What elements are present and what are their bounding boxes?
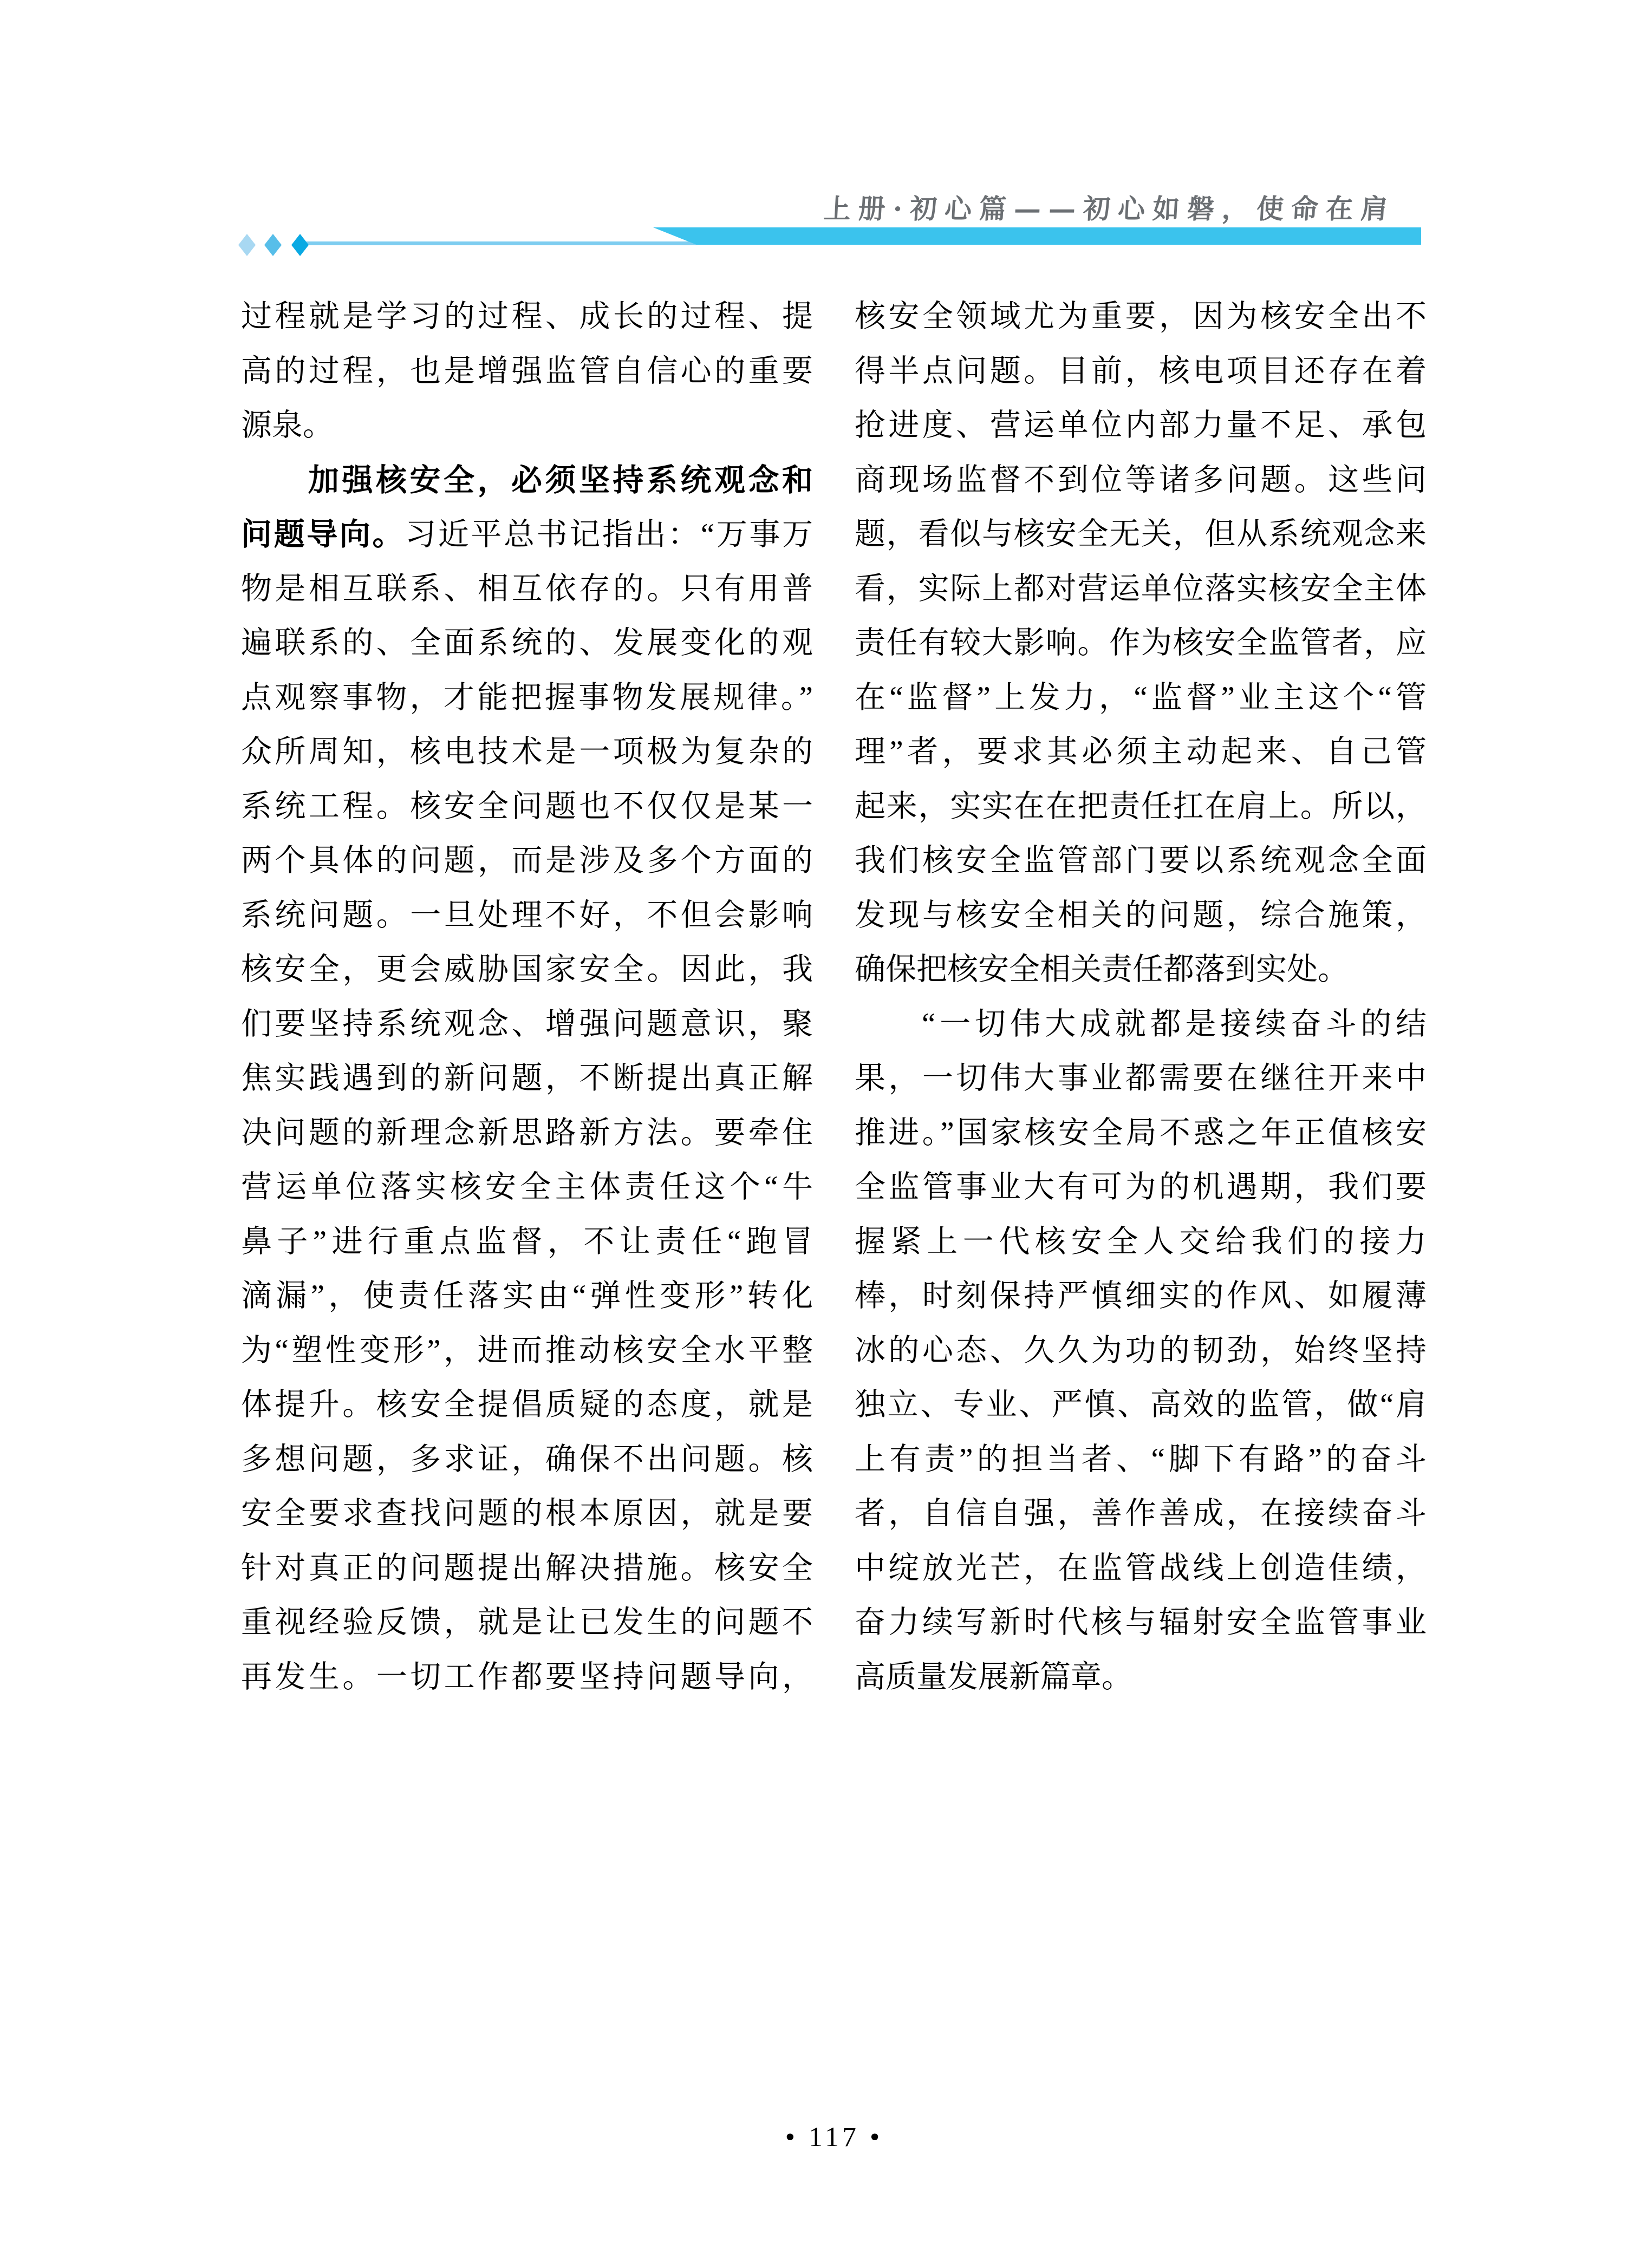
text-line <box>241 1596 813 1650</box>
text-line <box>241 725 813 780</box>
text-segment: “一切伟大成就都是接续奋斗的结 <box>922 1006 1427 1041</box>
text-line <box>241 1051 813 1106</box>
text-segment: 点观察事物，才能把握事物发展规律。” <box>241 680 813 715</box>
text-segment: 众所周知，核电技术是一项极为复杂的 <box>241 735 813 769</box>
text-segment: 推进。”国家核安全局不惑之年正值核安 <box>855 1115 1427 1150</box>
text-segment: 棒，时刻保持严慎细实的作风、如履薄 <box>855 1279 1427 1313</box>
text-segment: 者，自信自强，善作善成，在接续奋斗 <box>855 1496 1427 1531</box>
text-line <box>241 888 813 943</box>
text-segment: 果，一切伟大事业都需要在继往开来中 <box>855 1061 1427 1095</box>
text-line <box>241 780 813 834</box>
text-segment: 冰的心态、久久为功的韧劲，始终坚持 <box>855 1333 1427 1368</box>
text-line <box>855 398 1427 453</box>
text-segment: 在“监督”上发力，“监督”业主这个“管 <box>855 680 1427 715</box>
header-decoration <box>0 217 1628 282</box>
text-segment: 多想问题，多求证，确保不出问题。核 <box>241 1442 813 1476</box>
header-diamond-icon-3 <box>291 234 309 256</box>
text-line <box>241 1487 813 1541</box>
text-segment: 发现与核安全相关的问题，综合施策， <box>855 898 1427 932</box>
text-segment: 高质量发展新篇章。 <box>855 1659 1132 1694</box>
text-line <box>855 290 1427 344</box>
text-line <box>855 1269 1427 1324</box>
text-line <box>855 1160 1427 1215</box>
text-segment: 焦实践遇到的新问题，不断提出真正解 <box>241 1061 813 1095</box>
text-line <box>855 1596 1427 1650</box>
text-segment: 我们核安全监管部门要以系统观念全面 <box>855 844 1427 878</box>
text-line <box>855 780 1427 834</box>
text-line <box>855 943 1427 997</box>
text-line <box>855 834 1427 888</box>
text-segment: 习近平总书记指出：“万事万 <box>405 518 813 552</box>
text-line <box>855 997 1427 1052</box>
text-line <box>855 1051 1427 1106</box>
text-line <box>241 1269 813 1324</box>
text-line <box>241 671 813 726</box>
text-segment: 独立、专业、严慎、高效的监管，做“肩 <box>855 1388 1427 1422</box>
text-segment: 全监管事业大有可为的机遇期，我们要 <box>855 1170 1427 1204</box>
text-segment: 系统问题。一旦处理不好，不但会影响 <box>241 898 813 932</box>
text-line <box>241 1541 813 1596</box>
text-line <box>241 344 813 399</box>
header-bar <box>653 227 1421 245</box>
text-line <box>855 1324 1427 1378</box>
text-line <box>241 834 813 888</box>
text-line <box>241 507 813 562</box>
text-segment: 核安全，更会威胁国家安全。因此，我 <box>241 952 813 986</box>
text-line <box>241 1650 813 1705</box>
body-column-right <box>855 290 1427 1704</box>
text-segment: 们要坚持系统观念、增强问题意识，聚 <box>241 1006 813 1041</box>
text-segment: 上有责”的担当者、“脚下有路”的奋斗 <box>855 1442 1427 1476</box>
text-line <box>855 888 1427 943</box>
text-line <box>855 1378 1427 1433</box>
text-line <box>241 997 813 1052</box>
text-segment: 中绽放光芒，在监管战线上创造佳绩， <box>855 1551 1427 1585</box>
text-segment: 握紧上一代核安全人交给我们的接力 <box>855 1224 1427 1259</box>
text-segment: 决问题的新理念新思路新方法。要牵住 <box>241 1115 813 1150</box>
text-line <box>855 1487 1427 1541</box>
text-line <box>241 1160 813 1215</box>
text-line <box>241 1378 813 1433</box>
text-segment: 抢进度、营运单位内部力量不足、承包 <box>855 408 1427 442</box>
text-segment: 鼻子”进行重点监督，不让责任“跑冒 <box>241 1224 813 1259</box>
text-line <box>855 1433 1427 1487</box>
text-segment: 得半点问题。目前，核电项目还存在着 <box>855 354 1427 388</box>
text-line <box>241 1106 813 1161</box>
text-segment: 责任有较大影响。作为核安全监管者，应 <box>855 626 1427 660</box>
text-segment: 安全要求查找问题的根本原因，就是要 <box>241 1496 813 1531</box>
text-line <box>241 1215 813 1270</box>
text-line <box>241 290 813 344</box>
running-head-title: 上册·初心篇——初心如磐，使命在肩 <box>822 193 1396 225</box>
bold-text-segment: 问题导向。 <box>241 517 406 552</box>
text-line <box>855 344 1427 399</box>
header-diamond-icon-2 <box>264 234 282 256</box>
text-line <box>241 453 813 508</box>
text-segment: 两个具体的问题，而是涉及多个方面的 <box>241 844 813 878</box>
text-line <box>241 562 813 617</box>
text-segment: 物是相互联系、相互依存的。只有用普 <box>241 571 813 606</box>
text-line <box>855 453 1427 508</box>
text-line <box>241 1433 813 1487</box>
text-segment: 营运单位落实核安全主体责任这个“牛 <box>241 1170 813 1204</box>
text-segment: 针对真正的问题提出解决措施。核安全 <box>241 1551 813 1585</box>
text-line <box>855 1650 1427 1705</box>
text-segment: 确保把核安全相关责任都落到实处。 <box>855 952 1349 986</box>
text-segment: 源泉。 <box>241 408 334 442</box>
text-segment: 商现场监督不到位等诸多问题。这些问 <box>855 462 1427 497</box>
header-thin-line <box>298 241 696 245</box>
page-number: • 117 • <box>785 2122 883 2153</box>
text-line <box>855 1215 1427 1270</box>
text-segment: 为“塑性变形”，进而推动核安全水平整 <box>241 1333 813 1368</box>
text-segment: 遍联系的、全面系统的、发展变化的观 <box>241 626 813 660</box>
text-line <box>241 943 813 997</box>
text-segment: 奋力续写新时代核与辐射安全监管事业 <box>855 1605 1427 1639</box>
text-line <box>855 562 1427 617</box>
text-line <box>855 1106 1427 1161</box>
text-segment: 高的过程，也是增强监管自信心的重要 <box>241 354 813 388</box>
text-line <box>855 671 1427 726</box>
text-segment: 核安全领域尤为重要，因为核安全出不 <box>855 299 1427 334</box>
text-segment: 重视经验反馈，就是让已发生的问题不 <box>241 1605 813 1639</box>
text-segment: 理”者，要求其必须主动起来、自己管 <box>855 735 1427 769</box>
text-segment: 过程就是学习的过程、成长的过程、提 <box>241 299 813 334</box>
text-line <box>855 725 1427 780</box>
body-column-left <box>241 290 813 1704</box>
text-line <box>241 1324 813 1378</box>
text-segment: 题，看似与核安全无关，但从系统观念来 <box>855 517 1427 551</box>
text-segment: 系统工程。核安全问题也不仅仅是某一 <box>241 789 813 823</box>
text-segment: 起来，实实在在把责任扛在肩上。所以， <box>855 789 1427 823</box>
text-line <box>855 507 1427 562</box>
header-diamond-icon-1 <box>238 234 256 256</box>
text-segment: 看，实际上都对营运单位落实核安全主体 <box>855 571 1427 606</box>
bold-text-segment: 加强核安全，必须坚持系统观念和 <box>308 462 813 498</box>
text-segment: 滴漏”，使责任落实由“弹性变形”转化 <box>241 1279 813 1313</box>
text-line <box>855 1541 1427 1596</box>
text-segment: 体提升。核安全提倡质疑的态度，就是 <box>241 1388 813 1422</box>
text-line <box>241 616 813 671</box>
text-segment: 再发生。一切工作都要坚持问题导向， <box>241 1659 813 1694</box>
text-line <box>241 398 813 453</box>
text-line <box>855 616 1427 671</box>
